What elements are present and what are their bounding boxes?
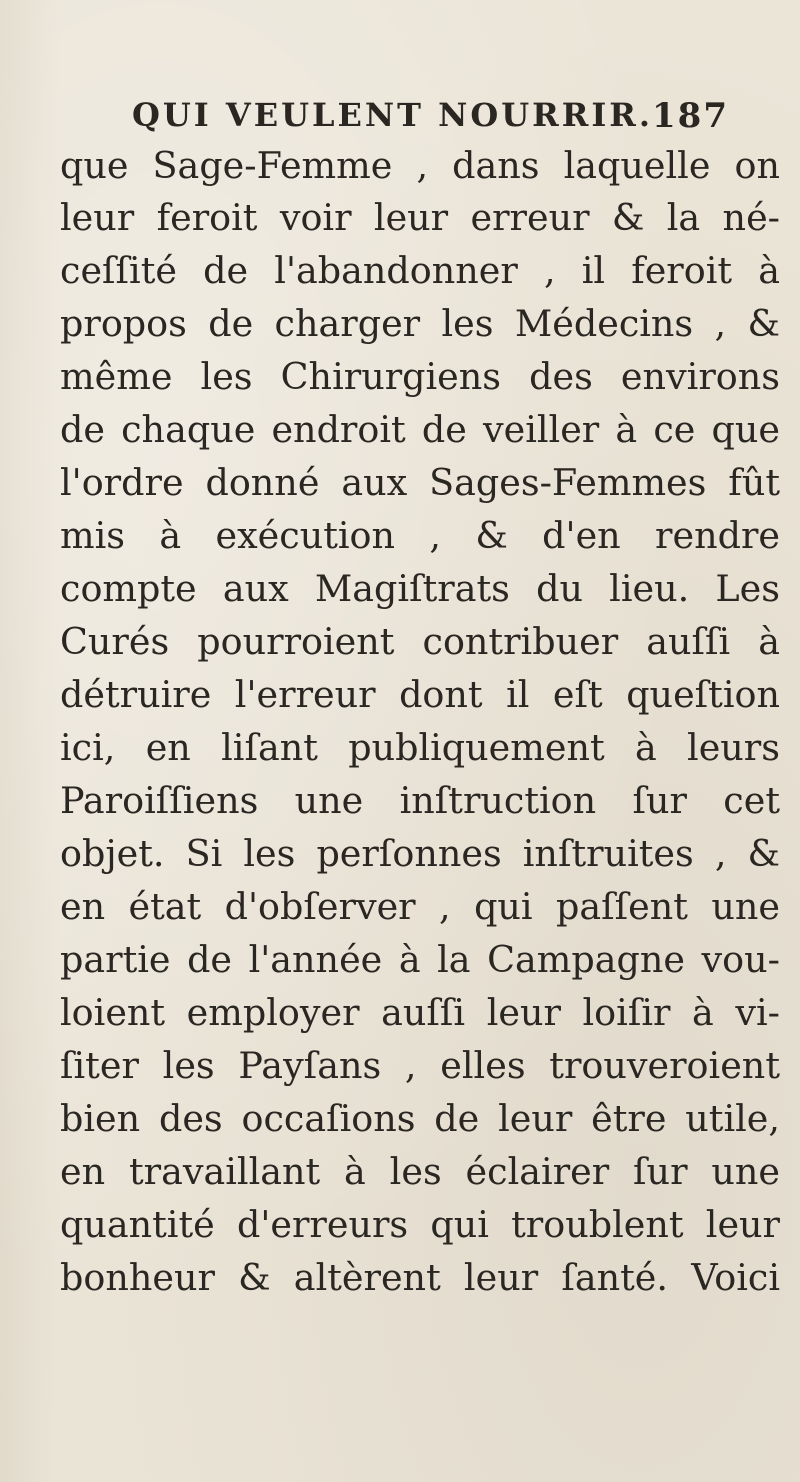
text-line: Curés pourroient contribuer auſſi à <box>60 620 780 663</box>
text-line: leur feroit voir leur erreur & la né- <box>60 196 780 239</box>
text-line: en travaillant à les éclairer ſur une <box>60 1150 780 1193</box>
text-line: loient employer auſſi leur loiſir à vi- <box>60 991 780 1034</box>
text-line: détruire l'erreur dont il eſt queſtion <box>60 673 780 716</box>
text-line: ici, en liſant publiquement à leurs <box>60 726 780 769</box>
text-line: ſiter les Payſans , elles trouveroient <box>60 1044 780 1087</box>
text-line: compte aux Magiſtrats du lieu. Les <box>60 567 780 610</box>
text-line: mis à exécution , & d'en rendre <box>60 514 780 557</box>
text-line: bien des occaſions de leur être utile, <box>60 1097 780 1140</box>
text-line: objet. Si les perſonnes inſtruites , & <box>60 832 780 875</box>
text-line: même les Chirurgiens des environs <box>60 355 780 398</box>
text-line: partie de l'année à la Campagne vou- <box>60 938 780 981</box>
text-line: ceſſité de l'abandonner , il feroit à <box>60 249 780 292</box>
text-line: Paroiſſiens une inſtruction ſur cet <box>60 779 780 822</box>
text-line: l'ordre donné aux Sages-Femmes fût <box>60 461 780 504</box>
text-line: de chaque endroit de veiller à ce que <box>60 408 780 451</box>
text-line: en état d'obſerver , qui paſſent une <box>60 885 780 928</box>
text-line: propos de charger les Médecins , & <box>60 302 780 345</box>
text-line: que Sage-Femme , dans laquelle on <box>60 144 780 187</box>
text-line: bonheur & altèrent leur ſanté. Voici <box>60 1256 780 1299</box>
text-line: quantité d'erreurs qui troublent leur <box>60 1203 780 1246</box>
page-number: 187 <box>652 96 729 136</box>
running-title: QUI VEULENT NOURRIR. <box>132 96 654 134</box>
